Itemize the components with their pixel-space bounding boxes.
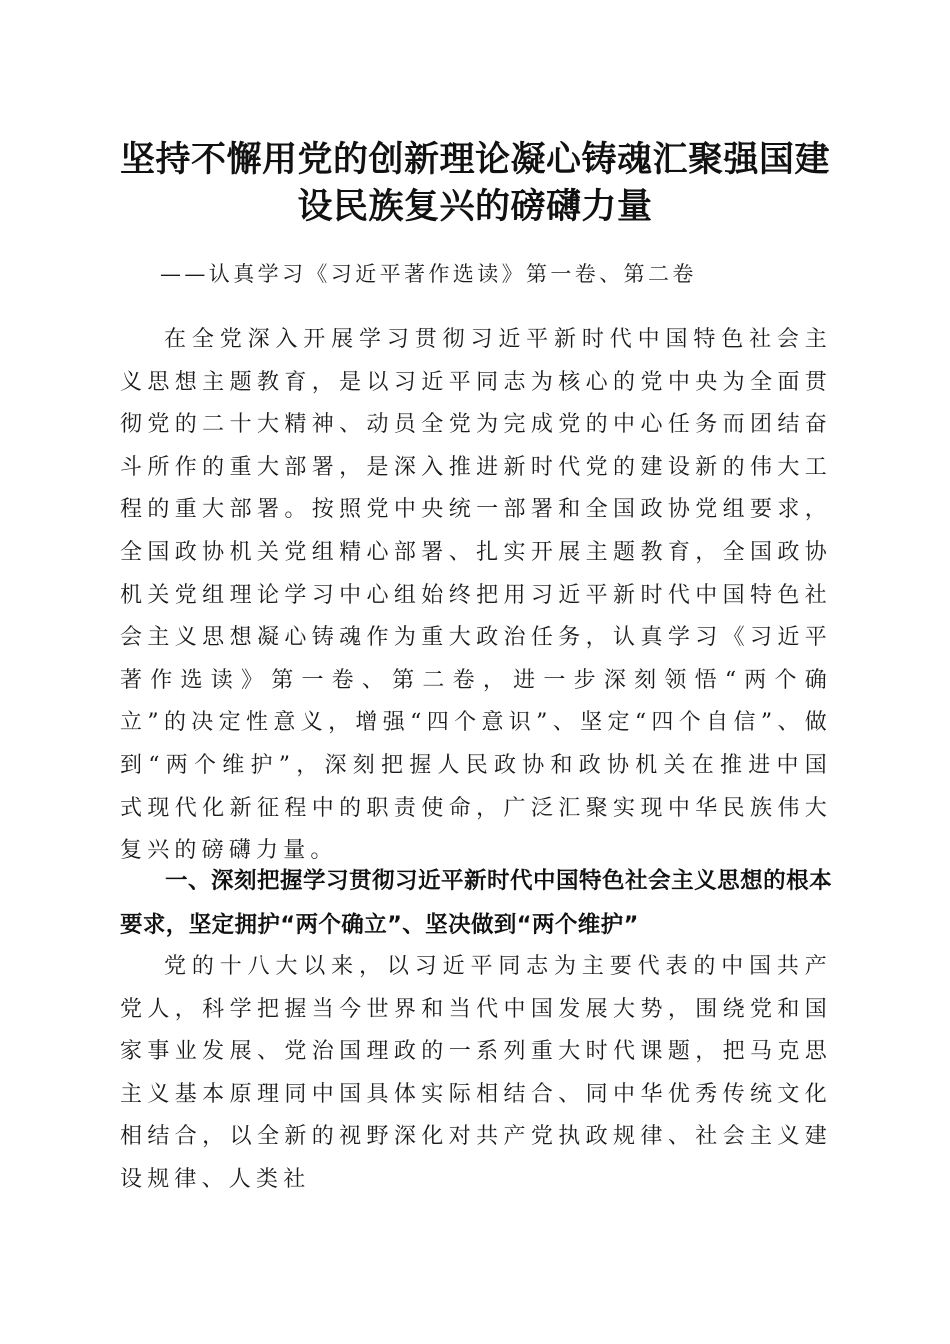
document-subtitle: ——认真学习《习近平著作选读》第一卷、第二卷 [160,262,697,286]
section-heading-1: 一、深刻把握学习贯彻习近平新时代中国特色社会主义思想的根本要求，坚定拥护“两个确立”、坚决做到“两个维护” [120,868,832,938]
document-title: 坚持不懈用党的创新理论凝心铸魂汇聚强国建设民族复兴的磅礴力量 [119,139,830,227]
body-paragraph-intro: 在全党深入开展学习贯彻习近平新时代中国特色社会主义思想主题教育，是以习近平同志为核心的党中央为全面贯彻党的二十大精神、动员全党为完成党的中心任务而团结奋斗所作的重大部署，是深入推进新时代党的建设新的伟大工程的重大部署。按照党中央统一部署和全国政协党组要求，全国政协机关党组精心部署、扎实开展主题教育，全国政协机关党组理论学习中心组始终把用习近平新时代中国特色社会主义思想凝心铸魂作为重大政治任务，认真学习《习近平著作选读》第一卷、第二卷，进一步深刻领悟“两个确立”的决定性意义，增强“四个意识”、坚定“四个自信”、做到“两个维护”，深刻把握人民政协和政协机关在推进中国式现代化新征程中的职责使命，广泛汇聚实现中华民族伟大复兴的磅礴力量。 [120,327,832,864]
body-paragraph-section-1: 党的十八大以来，以习近平同志为主要代表的中国共产党人，科学把握当今世界和当代中国发展大势，围绕党和国家事业发展、党治国理政的一系列重大时代课题，把马克思主义基本原理同中国具体实际相结合、同中华优秀传统文化相结合，以全新的视野深化对共产党执政规律、社会主义建设规律、人类社 [120,954,832,1192]
